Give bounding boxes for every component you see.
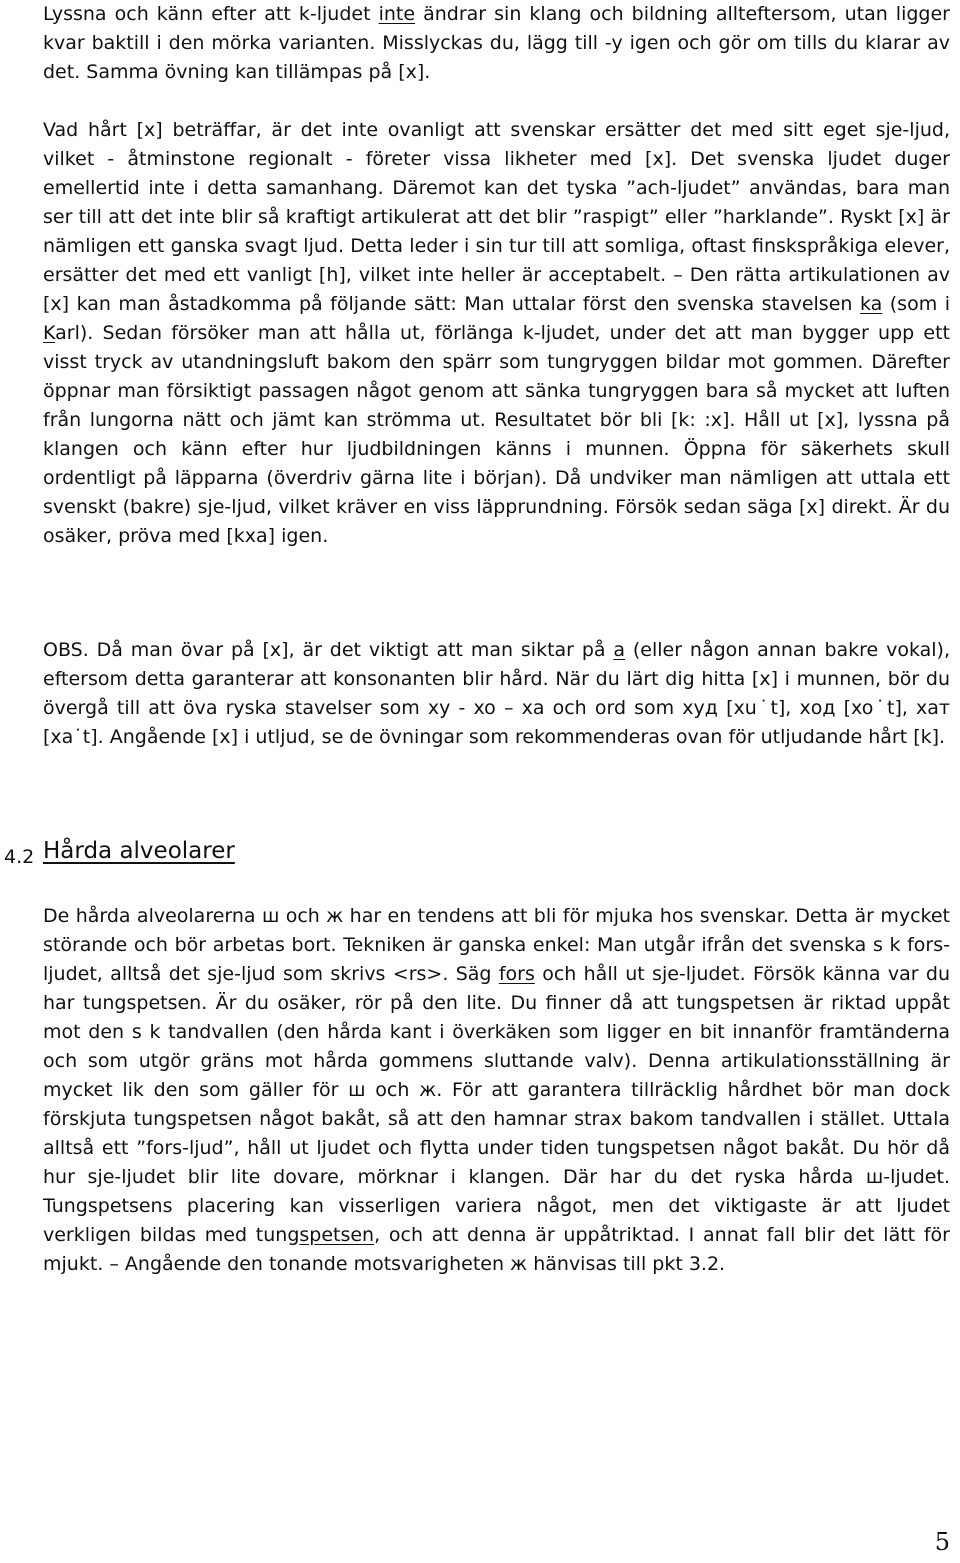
paragraph-hard-alveolars xyxy=(43,902,950,1279)
text-run: , och att denna är uppåtriktad. I annat fall blir det lätt för mjukt. – Angående den tonande motsvarigheten ж hänvisas till pkt 3.2. xyxy=(43,1224,950,1275)
page-number: 5 xyxy=(934,1528,950,1556)
text-run: OBS. Då man övar på [x], är det viktigt att man siktar på xyxy=(43,639,614,661)
underlined-word: ka xyxy=(859,293,883,315)
text-run: ändrar sin klang och bildning allteftersom, utan ligger kvar baktill i den mörka varianten. Misslyckas du, lägg till -y igen och gör om tills du klarar av det. Samma övning kan tillämpas på [x]. xyxy=(43,3,950,83)
text-run: arl). Sedan försöker man att hålla ut, förlänga k-ljudet, under det att man bygger upp ett visst tryck av utandningsluft bakom den spärr som tungryggen bildar mot gommen. Därefter öppnar man försiktigt passagen något genom att sänka tungryggen bara så mycket att luften från lungorna nätt och jämt kan strömma ut. Resultatet bör bli [k: :x]. Håll ut [x], lyssna på klangen och känn efter hur ljudbildningen känns i munnen. Öppna för säkerhets skull ordentligt på läpparna (överdriv gärna lite i början). Då undviker man nämligen att uttala ett svenskt (bakre) sje-ljud, vilket kräver en viss läpprundning. Försök sedan säga [x] direkt. Är du osäker, pröva med [kxa] igen. xyxy=(43,322,950,547)
text-run: (som i xyxy=(882,293,950,315)
underlined-word: inte xyxy=(378,3,416,25)
text-run: Vad hårt [x] beträffar, är det inte ovanligt att svenskar ersätter det med sitt eget sje-ljud, vilket - åtminstone regionalt - företer vissa likheter med [x]. Det svenska ljudet duger emellertid inte i detta samanhang. Däremot kan det tyska ”ach-ljudet” användas, bara man ser till att det inte blir så kraftigt artikulerat att det blir ”raspigt” eller ”harklande”. Ryskt [x] är nämligen ett ganska svagt ljud. Detta leder i sin tur till att somliga, oftast finskspråkiga elever, ersätter det med ett vanligt [h], vilket inte heller är acceptabelt. – Den rätta artikulationen av [x] kan man åstadkomma på följande sätt: Man uttalar först den svenska stavelsen xyxy=(43,119,950,315)
paragraph-obs-note xyxy=(43,636,950,752)
text-run: (eller någon annan bakre vokal), eftersom detta garanterar att konsonanten blir hård. När du lärt dig hitta [x] i munnen, bör du övergå till att öva ryska stavelser som xy - xo – xa och ord som худ [xu˙t], ход [xo˙t], хат [xa˙t]. Angående [x] i utljud, se de övningar som rekommenderas ovan för utljudande hårt [k]. xyxy=(43,639,950,748)
text-run: De hårda alveolarerna ш och ж har en tendens att bli för mjuka hos svenskar. Detta är mycket störande och bör arbetas bort. Tekniken är ganska enkel: Man utgår ifrån det svenska s k fors-ljudet, alltså det sje-ljud som skrivs <rs>. Säg xyxy=(43,905,950,985)
underlined-letter: K xyxy=(43,322,56,344)
paragraph-k-sound-exercise xyxy=(43,0,950,87)
underlined-word: spetsen xyxy=(299,1224,375,1246)
section-title: Hårda alveolarer xyxy=(43,838,235,864)
section-number: 4.2 xyxy=(4,846,35,868)
paragraph-hard-x xyxy=(43,116,950,551)
underlined-letter: a xyxy=(613,639,626,661)
text-run: och håll ut sje-ljudet. Försök känna var du har tungspetsen. Är du osäker, rör på den lite. Du finner då att tungspetsen är riktad uppåt mot den s k tandvallen (den hårda kant i överkäken som ligger en bit innanför framtänderna och som utgör gräns mot hårda gommens sluttande valv). Denna artikulationsställning är mycket lik den som gäller för ш och ж. För att garantera tillräcklig hårdhet bör man dock förskjuta tungspetsen något bakåt, så att den hamnar strax bakom tandvallen i stället. Uttala alltså ett ”fors-ljud”, håll ut ljudet och flytta under tiden tungspetsen något bakåt. Du hör då hur sje-ljudet blir lite dovare, mörknar i klangen. Där har du det ryska hårda ш-ljudet. Tungspetsens placering kan visserligen variera något, men det viktigaste är att ljudet verkligen bildas med tung xyxy=(43,963,951,1246)
underlined-word: fors xyxy=(498,963,535,985)
text-run: Lyssna och känn efter att k-ljudet xyxy=(43,3,379,25)
